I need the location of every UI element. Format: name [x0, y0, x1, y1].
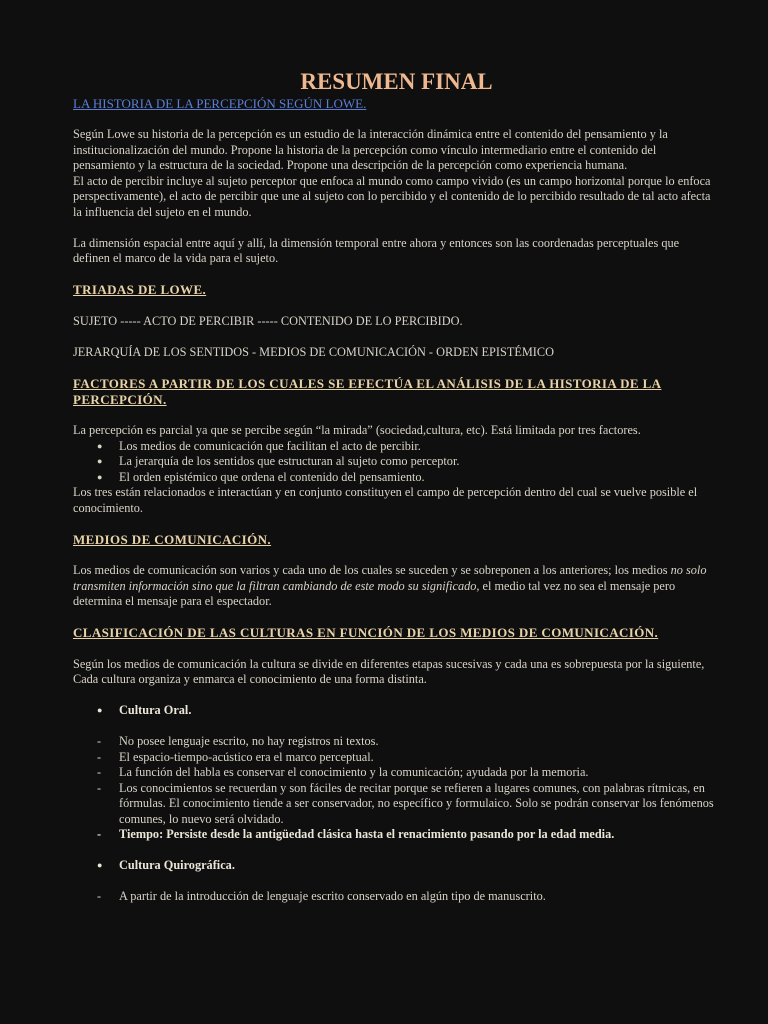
- factores-list: [73, 439, 718, 486]
- section-heading-triadas: TRIADAS DE LOWE.: [73, 282, 207, 297]
- document-page: [73, 68, 718, 905]
- triada-line-1: SUJETO ----- ACTO DE PERCIBIR ----- CONTENIDO DE LO PERCIBIDO.: [73, 313, 463, 328]
- clasificacion-intro: Según los medios de comunicación la cultura se divide en diferentes etapas sucesivas y cada una es sobrepuesta por la siguiente, Cada cultura organiza y enmarca el conocimiento de una forma distinta.: [73, 656, 705, 686]
- list-item: ● La jerarquía de los sentidos que estructuran al sujeto como perceptor.: [97, 454, 718, 470]
- intro-paragraph-2: El acto de percibir incluye al sujeto perceptor que enfoca al mundo como campo vivido (es un campo horizontal porque lo enfoca perspectivamente), el acto de percibir que une al sujeto con lo percibido y el contenido de lo percibido resultado de tal acto afecta la influencia del sujeto en el mundo.: [73, 173, 711, 219]
- section-heading-medios: MEDIOS DE COMUNICACIÓN.: [73, 531, 272, 547]
- cultura-quiro-label: ● Cultura Quirográfica.: [97, 858, 718, 874]
- list-item: - No posee lenguaje escrito, no hay registros ni textos.: [97, 734, 718, 750]
- medios-paragraph: [73, 563, 718, 610]
- intro-paragraph-3: La dimensión espacial entre aquí y allí, la dimensión temporal entre ahora y entonces son las coordenadas perceptuales que definen el marco de la vida para el sujeto.: [73, 235, 680, 265]
- cultura-oral-label: ● Cultura Oral.: [97, 703, 718, 719]
- section-heading-factores: FACTORES A PARTIR DE LOS CUALES SE EFECTÚA EL ANÁLISIS DE LA HISTORIA DE LA PERCEPCIÓN.: [73, 375, 662, 407]
- list-item: ● El orden epistémico que ordena el contenido del pensamiento.: [97, 470, 718, 486]
- list-item: ● Los medios de comunicación que facilitan el acto de percibir.: [97, 439, 718, 455]
- document-subtitle: LA HISTORIA DE LA PERCEPCIÓN SEGÚN LOWE.: [73, 96, 367, 111]
- factores-outro: Los tres están relacionados e interactúan y en conjunto constituyen el campo de percepción dentro del cual se vuelve posible el conocimiento.: [73, 485, 698, 515]
- list-item: - Los conocimientos se recuerdan y son fáciles de recitar porque se refieren a lugares comunes, con palabras rítmicas, en fórmulas. El conocimiento tiende a ser conservador, no específico y formulaico. Solo se podrán conservar los fenómenos comunes, lo nuevo será olvidado.: [97, 781, 718, 828]
- section-heading-clasificacion: CLASIFICACIÓN DE LAS CULTURAS EN FUNCIÓN DE LOS MEDIOS DE COMUNICACIÓN.: [73, 625, 659, 640]
- medios-text-a: Los medios de comunicación son varios y cada uno de los cuales se suceden y se sobreponen a los anteriores; los medios: [73, 563, 671, 577]
- factores-intro: La percepción es parcial ya que se percibe según “la mirada” (sociedad,cultura, etc). Está limitada por tres factores.: [73, 423, 641, 437]
- cultura-oral-list: [73, 734, 718, 843]
- list-item: - La función del habla es conservar el conocimiento y la comunicación; ayudada por la memoria.: [97, 765, 718, 781]
- cultura-quiro-bullet: [73, 858, 718, 874]
- list-item: - El espacio-tiempo-acústico era el marco perceptual.: [97, 750, 718, 766]
- intro-paragraph-1: Según Lowe su historia de la percepción es un estudio de la interacción dinámica entre el contenido del pensamiento y la institucionalización del mundo. Propone la historia de la percepción como vínculo intermediario entre el contenido del pensamiento y la estructura de la sociedad. Propone una descripción de la percepción como experiencia humana.: [73, 127, 668, 172]
- list-item: - A partir de la introducción de lenguaje escrito conservado en algún tipo de manuscrito.: [97, 889, 718, 905]
- cultura-oral-bullet: [73, 703, 718, 719]
- list-item-tiempo: - Tiempo: Persiste desde la antigüedad clásica hasta el renacimiento pasando por la edad media.: [97, 827, 718, 843]
- document-title: RESUMEN FINAL: [300, 69, 493, 94]
- medios-text-italic: no solo transmiten información sino que la filtran cambiando de este modo su significado,: [73, 563, 707, 593]
- triada-line-2: JERARQUÍA DE LOS SENTIDOS - MEDIOS DE COMUNICACIÓN - ORDEN EPISTÉMICO: [73, 344, 554, 359]
- medios-text-b: el medio tal vez no sea el mensaje pero determina el mensaje para el espectador.: [73, 578, 676, 608]
- cultura-quiro-list: [73, 889, 718, 905]
